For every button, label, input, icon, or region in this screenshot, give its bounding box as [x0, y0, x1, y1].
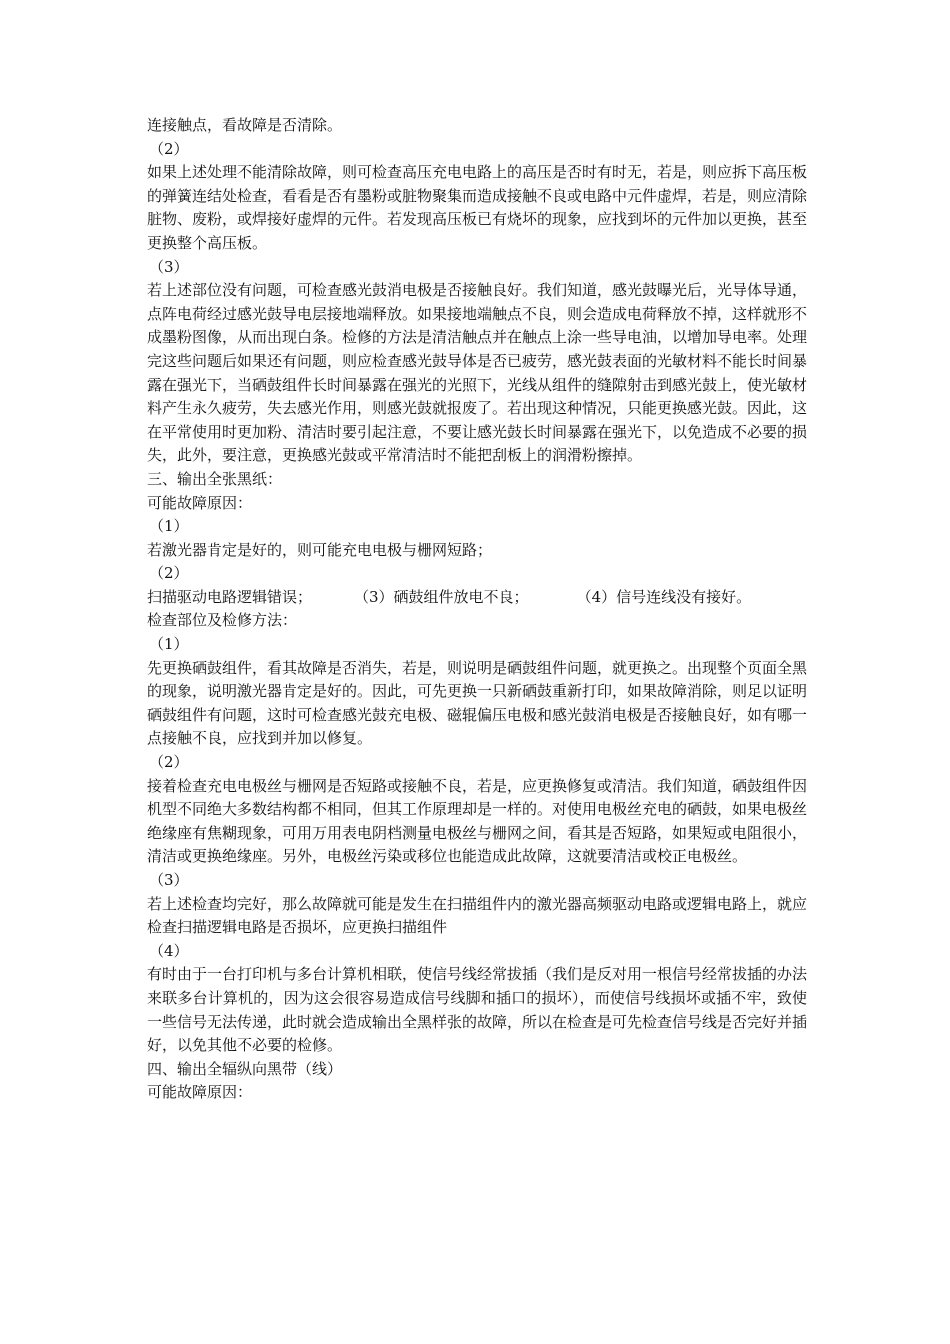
row-causes-inline-part-2: （3）硒鼓组件放电不良；: [354, 587, 529, 606]
item-number-1: （1）: [149, 517, 189, 536]
para-scan-logic-check: 若上述检查均完好，那么故障就可能是发生在扫描组件内的激光器高频驱动电路或逻辑电路上，就应检查扫描逻辑电路是否损坏，应更换扫描组件: [147, 894, 808, 937]
para-replace-toner-drum: 先更换硒鼓组件，看其故障是否消失，若是，则说明是硒鼓组件问题，就更换之。出现整个页面全黑的现象，说明激光器肯定是好的。因此，可先更换一只新硒鼓重新打印，如果故障消除，则足以证明硒鼓组件有问题，这时可检查感光鼓充电极、磁辊偏压电极和感光鼓消电极是否接触良好，如有哪一点接触不良，应找到并加以修复。: [147, 658, 808, 748]
item-number-1: （1）: [149, 635, 189, 654]
section-heading-3: 三、输出全张黑纸：: [147, 469, 283, 488]
para-continue-contact: 连接触点，看故障是否清除。: [147, 116, 343, 134]
item-number-2: （2）: [149, 564, 189, 583]
para-drum-electrode-check: 若上述部位没有问题，可检查感光鼓消电极是否接触良好。我们知道，感光鼓曝光后，光导体导通，点阵电荷经过感光鼓导电层接地端释放。如果接地端触点不良，则会造成电荷释放不掉，这样就形不成墨粉图像，从而出现白条。检修的方法是清洁触点并在触点上涂一些导电油，以增加导电率。处理完这些问题后如果还有问题，则应检查感光鼓导体是否已疲劳，感光鼓表面的光敏材料不能长时间暴露在强光下，当硒鼓组件长时间暴露在强光的光照下，光线从组件的缝隙射击到感光鼓上，使光敏材料产生永久疲劳，失去感光作用，则感光鼓就报废了。若出现这种情况，只能更换感光鼓。因此，这在平常使用时更加粉、清洁时要引起注意，不要让感光鼓长时间暴露在强光下，以免造成不必要的损失，此外，要注意，更换感光鼓或平常清洁时不能把刮板上的润滑粉擦掉。: [147, 281, 808, 465]
para-laser-ok-short: 若激光器肯定是好的，则可能充电电极与栅网短路；: [147, 540, 493, 559]
row-causes-inline: [147, 586, 807, 610]
para-corona-wire-check: 接着检查充电电极丝与栅网是否短路或接触不良，若是，应更换修复或清洁。我们知道，硒鼓组件因机型不同绝大多数结构都不相同，但其工作原理却是一样的。对使用电极丝充电的硒鼓，如果电极丝绝缘座有焦糊现象，可用万用表电阴档测量电极丝与栅网之间，看其是否短路，如果短或电阻很小，清洁或更换绝缘座。另外，电极丝污染或移位也能造成此故障，这就要清洁或校正电极丝。: [147, 776, 808, 866]
item-number-2: （2）: [149, 753, 189, 772]
item-number-2: （2）: [149, 139, 189, 158]
item-number-4: （4）: [149, 941, 189, 960]
subheading-possible-causes-2: 可能故障原因：: [147, 1083, 253, 1102]
subheading-check-methods: 检查部位及检修方法：: [147, 611, 298, 630]
row-causes-inline-part-1: 扫描驱动电路逻辑错误；: [147, 587, 313, 606]
para-signal-cable-check: 有时由于一台打印机与多台计算机相联，使信号线经常拔插（我们是反对用一根信号经常拔插的办法来联多台计算机的，因为这会很容易造成信号线脚和插口的损坏），而使信号线损坏或插不牢，致使一些信号无法传递，此时就会造成输出全黑样张的故障，所以在检查是可先检查信号线是否完好并插好，以免其他不必要的检修。: [147, 965, 808, 1055]
row-causes-inline-part-3: （4）信号连线没有接好。: [576, 587, 752, 606]
para-high-voltage-check: 如果上述处理不能清除故障，则可检查高压充电电路上的高压是否时有时无，若是，则应拆下高压板的弹簧连结处检查，看看是否有墨粉或脏物聚集而造成接触不良或电路中元件虚焊，若是，则应清除脏物、废粉，或焊接好虚焊的元件。若发现高压板已有烧坏的现象，应找到坏的元件加以更换，甚至更换整个高压板。: [147, 163, 808, 252]
document-page: [147, 114, 807, 1105]
section-heading-4: 四、输出全辐纵向黑带（线）: [147, 1059, 343, 1078]
item-number-3: （3）: [149, 871, 189, 889]
item-number-3: （3）: [149, 257, 189, 276]
subheading-possible-causes: 可能故障原因：: [147, 493, 253, 512]
